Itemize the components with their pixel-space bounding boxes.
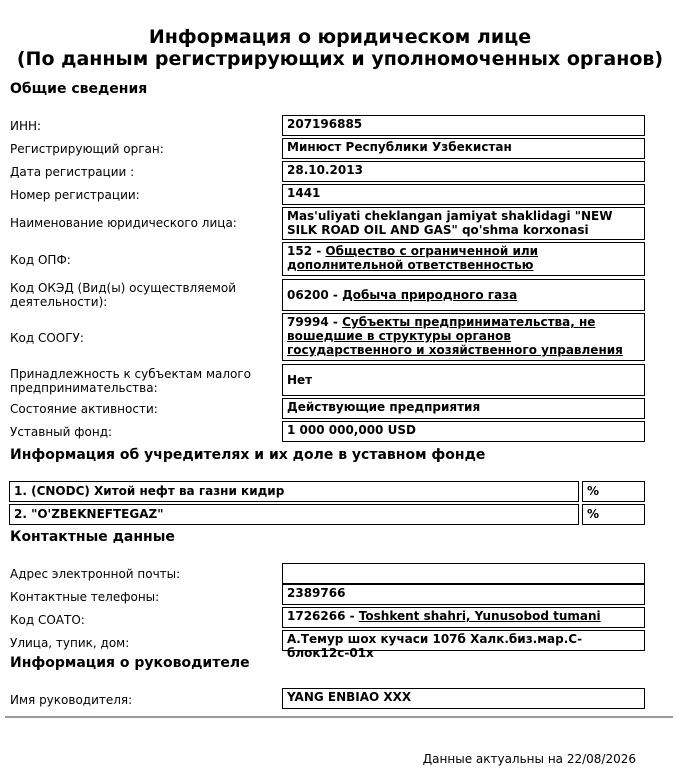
founder-row-2: 2. "O'ZBEKNEFTEGAZ" bbox=[9, 504, 579, 525]
value-reg-number: 1441 bbox=[282, 184, 645, 205]
founder-share-2: % bbox=[582, 504, 645, 525]
label-entity-name: Наименование юридического лица: bbox=[10, 216, 237, 230]
page-subtitle: (По данным регистрирующих и уполномоченных органов) bbox=[16, 48, 664, 70]
value-email bbox=[282, 563, 645, 584]
value-reg-authority: Минюст Республики Узбекистан bbox=[282, 138, 645, 159]
label-small-business: Принадлежность к субъектам малого предпринимательства: bbox=[10, 367, 252, 395]
label-charter-fund: Уставный фонд: bbox=[10, 425, 113, 439]
section-manager-heading: Информация о руководителе bbox=[10, 655, 250, 671]
value-inn: 207196885 bbox=[282, 115, 645, 136]
divider bbox=[5, 716, 673, 718]
label-soogu: Код СООГУ: bbox=[10, 331, 84, 345]
section-general-heading: Общие сведения bbox=[10, 81, 148, 97]
soogu-code: 79994 - bbox=[287, 315, 343, 329]
label-address: Улица, тупик, дом: bbox=[10, 636, 130, 650]
value-activity-status: Действующие предприятия bbox=[282, 398, 645, 419]
value-manager-name: YANG ENBIAO XXX bbox=[282, 688, 645, 709]
founder-share-1: % bbox=[582, 481, 645, 502]
label-reg-authority: Регистрирующий орган: bbox=[10, 142, 164, 156]
soato-link[interactable]: Toshkent shahri, Yunusobod tumani bbox=[358, 609, 601, 623]
opf-code: 152 - bbox=[287, 244, 326, 258]
data-date-footer: Данные актуальны на 22/08/2026 bbox=[422, 752, 636, 766]
value-oked bbox=[282, 279, 645, 311]
soogu-link[interactable]: Субъекты предпринимательства, не вошедшие в структуры органов государственного и хозяйственного управления bbox=[287, 315, 623, 357]
oked-code: 06200 - bbox=[287, 288, 343, 302]
value-soato bbox=[282, 607, 645, 628]
label-manager-name: Имя руководителя: bbox=[10, 693, 133, 707]
section-founders-heading: Информация об учредителях и их доле в уставном фонде bbox=[10, 447, 486, 463]
label-phones: Контактные телефоны: bbox=[10, 590, 160, 604]
page-title: Информация о юридическом лице bbox=[148, 26, 532, 48]
value-reg-date: 28.10.2013 bbox=[282, 161, 645, 182]
label-inn: ИНН: bbox=[10, 119, 42, 133]
label-reg-date: Дата регистрации : bbox=[10, 165, 135, 179]
label-opf: Код ОПФ: bbox=[10, 253, 71, 267]
value-phones: 2389766 bbox=[282, 584, 645, 605]
founder-row-1: 1. (CNODC) Хитой нефт ва газни кидир bbox=[9, 481, 579, 502]
label-activity-status: Состояние активности: bbox=[10, 402, 158, 416]
value-opf bbox=[282, 242, 645, 276]
label-reg-number: Номер регистрации: bbox=[10, 188, 140, 202]
value-address: А.Темур шох кучаси 107б Халк.биз.мар.С-блок12с-01х bbox=[282, 630, 645, 651]
value-charter-fund: 1 000 000,000 USD bbox=[282, 421, 645, 442]
oked-link[interactable]: Добыча природного газа bbox=[342, 288, 518, 302]
section-contacts-heading: Контактные данные bbox=[10, 529, 175, 545]
label-email: Адрес электронной почты: bbox=[10, 567, 181, 581]
label-soato: Код СОАТО: bbox=[10, 613, 85, 627]
soato-code: 1726266 - bbox=[287, 609, 359, 623]
value-soogu bbox=[282, 313, 645, 361]
value-entity-name: Mas'uliyati cheklangan jamiyat shaklidagi "NEW SILK ROAD OIL AND GAS" qo'shma korxonasi bbox=[282, 207, 645, 240]
label-oked: Код ОКЭД (Вид(ы) осуществляемой деятельности): bbox=[10, 281, 237, 309]
opf-link[interactable]: Общество с ограниченной или дополнительной ответственностью bbox=[287, 244, 539, 272]
value-small-business: Нет bbox=[282, 364, 645, 396]
